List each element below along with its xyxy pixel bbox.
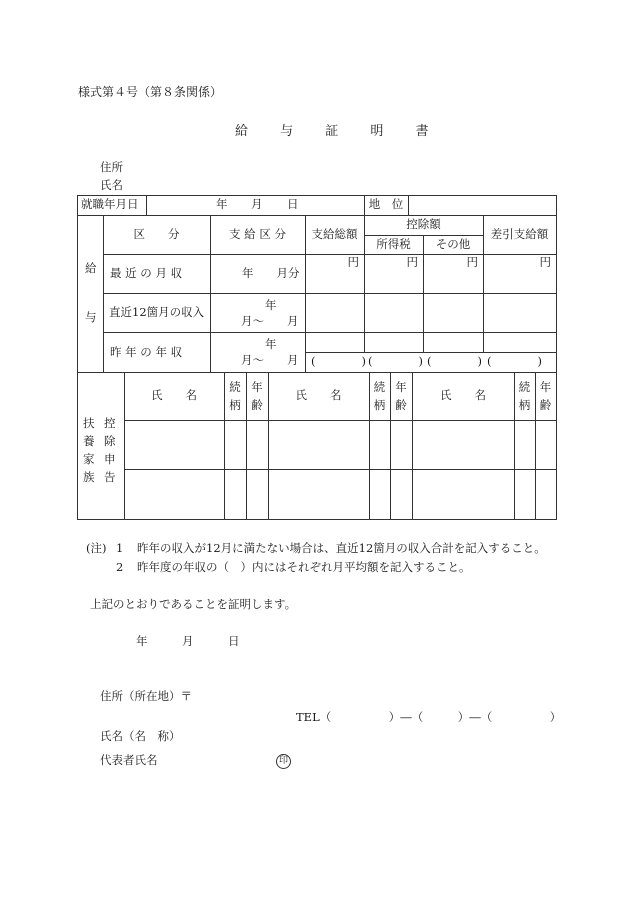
notes-label: (注) (86, 541, 107, 555)
table-line (103, 254, 557, 255)
period-range: 月～ 月 (241, 314, 299, 328)
form-number: 様式第４号（第８条関係） (78, 85, 223, 99)
table-line (103, 332, 557, 333)
age-header: 齢 (395, 398, 407, 412)
age-header: 齢 (539, 398, 552, 412)
relation-header: 柄 (373, 398, 386, 412)
period-year: 年 (265, 298, 277, 312)
document-title: 給 与 証 明 書 (235, 124, 443, 139)
table-line (224, 372, 225, 519)
side-char: 告 (104, 470, 116, 484)
note-2-text: 昨年度の年収の（ ）内にはそれぞれ月平均額を記入すること。 (137, 560, 471, 574)
recent-month-label: 最 近 の 月 収 (110, 266, 183, 280)
recent-12-label: 直近12箇月の収入 (109, 305, 205, 319)
position-label: 地 位 (368, 197, 404, 211)
category-header: 区 分 (133, 227, 180, 241)
yen-unit: 円 (466, 255, 478, 269)
seal-mark: 印 (276, 754, 291, 769)
yen-unit: 円 (539, 255, 551, 269)
income-tax-header: 所得税 (376, 237, 411, 251)
relation-header: 続 (229, 380, 241, 394)
name-label: 氏名 (100, 178, 123, 192)
side-char: 控 (104, 416, 116, 430)
table-line (77, 215, 557, 216)
age-header: 年 (251, 380, 263, 394)
table-line (556, 195, 557, 520)
table-line (124, 420, 557, 421)
employment-day: 日 (287, 197, 299, 211)
dependent-name-header: 氏 名 (295, 388, 342, 402)
monthly-average-field[interactable]: ( ) (487, 354, 542, 368)
table-line (390, 372, 391, 519)
certification-date: 年 月 日 (136, 634, 240, 648)
total-header: 支給総額 (311, 227, 358, 241)
relation-header: 柄 (229, 398, 241, 412)
table-line (364, 215, 365, 352)
recent-month-period: 年 月分 (242, 266, 300, 280)
table-line (305, 352, 557, 353)
side-char: 申 (104, 452, 116, 466)
monthly-average-field[interactable]: ( ) (368, 354, 423, 368)
representative-label: 代表者氏名 (100, 753, 158, 767)
age-header: 年 (539, 380, 552, 394)
table-line (369, 372, 370, 519)
age-header: 齢 (251, 398, 263, 412)
period-range: 月～ 月 (241, 353, 299, 367)
employment-date-label: 就職年月日 (81, 197, 139, 211)
deduction-header: 控除額 (406, 217, 441, 231)
side-char: 族 (83, 470, 95, 484)
dependent-name-header: 氏 名 (151, 388, 197, 402)
period-year: 年 (265, 337, 277, 351)
table-line (103, 293, 557, 294)
certification-text: 上記のとおりであることを証明します。 (90, 597, 297, 611)
note-1-number: 1 (116, 541, 124, 555)
pay-period-header: 支 給 区 分 (229, 227, 286, 241)
dependent-name-header: 氏 名 (440, 388, 486, 402)
salary-side-label-2: 与 (85, 310, 97, 324)
table-line (246, 372, 247, 519)
side-char: 除 (104, 434, 116, 448)
table-line (146, 195, 147, 215)
table-line (77, 372, 557, 373)
employer-address-label: 住所（所在地）〒 (100, 689, 192, 703)
table-line (77, 195, 78, 520)
yen-unit: 円 (406, 255, 418, 269)
table-line (423, 235, 424, 352)
table-line (535, 372, 536, 519)
side-char: 扶 (83, 416, 95, 430)
yen-unit: 円 (347, 255, 359, 269)
table-line (408, 195, 409, 215)
net-header: 差引支給額 (490, 227, 549, 241)
relation-header: 続 (373, 380, 386, 394)
employer-name-label: 氏名（名 称） (100, 729, 181, 743)
employer-tel: TEL（ ）―（ ）―（ ） (296, 710, 562, 724)
table-line (124, 469, 557, 470)
table-line (514, 372, 515, 519)
address-label: 住所 (100, 160, 123, 174)
note-2-number: 2 (116, 560, 124, 574)
table-line (77, 195, 557, 196)
other-header: その他 (435, 237, 471, 251)
side-char: 養 (83, 434, 95, 448)
age-header: 年 (395, 380, 407, 394)
employment-month: 月 (251, 197, 263, 211)
side-char: 家 (83, 452, 95, 466)
relation-header: 柄 (518, 398, 531, 412)
table-line (77, 519, 557, 520)
last-year-label: 昨 年 の 年 収 (110, 345, 183, 359)
salary-side-label-1: 給 (85, 261, 97, 275)
monthly-average-field[interactable]: ( ) (427, 354, 482, 368)
employment-year: 年 (216, 197, 228, 211)
monthly-average-field[interactable]: ( ) (311, 354, 366, 368)
note-1-text: 昨年の収入が12月に満たない場合は、直近12箇月の収入合計を記入すること。 (137, 541, 546, 555)
relation-header: 続 (518, 380, 531, 394)
